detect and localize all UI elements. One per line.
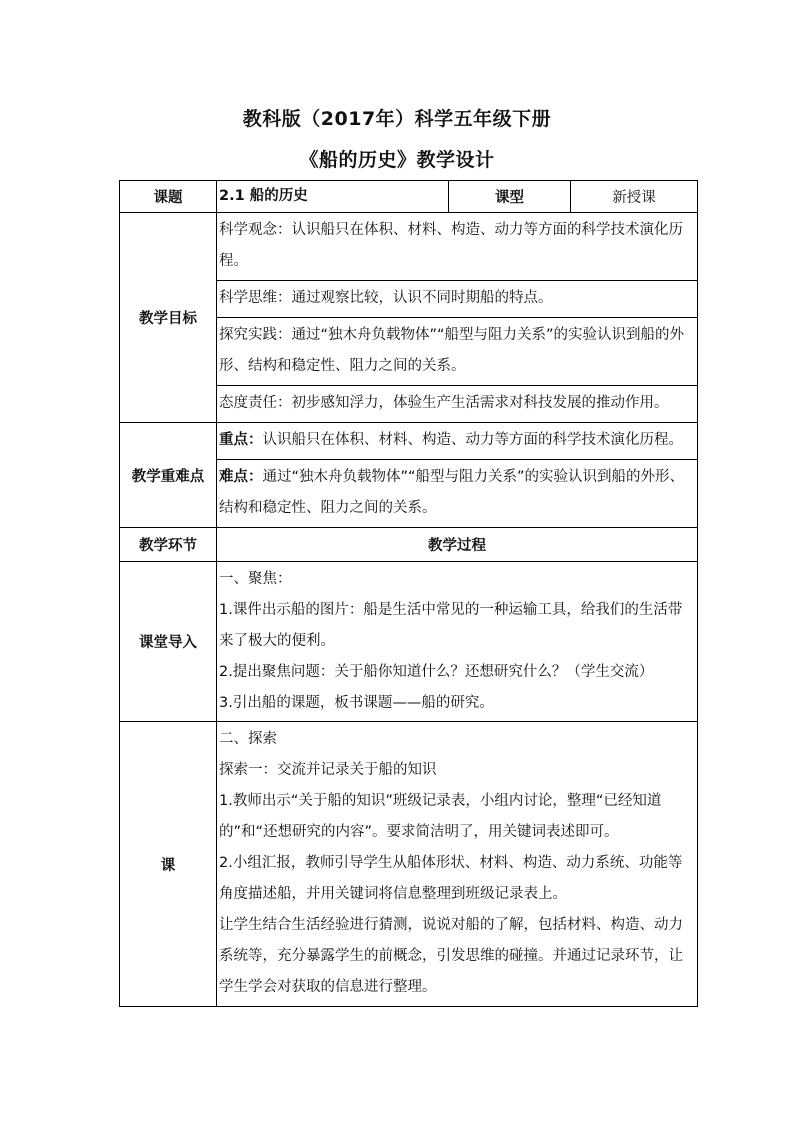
- lesson-line: 让学生结合生活经验进行猜测，说说对船的了解，包括材料、构造、动力系统等，充分暴露学生的前概念，引发思维的碰撞。并通过记录环节，让学生学会对获取的信息进行整理。: [219, 917, 683, 995]
- lesson-line: 二、探索: [219, 731, 277, 747]
- process-header: 教学过程: [217, 528, 698, 562]
- intro-content: [217, 562, 698, 722]
- difficulty-text: 通过“独木舟负载物体”“船型与阻力关系”的实验认识到船的外形、结构和稳定性、阻力之间的关系。: [219, 469, 685, 516]
- lesson-line: 探索一：交流并记录关于船的知识: [219, 762, 437, 778]
- goals-content: [217, 213, 698, 423]
- intro-row: [120, 562, 698, 722]
- goal-item: 科学思维：通过观察比较，认识不同时期船的特点。: [217, 280, 697, 317]
- lesson-label: 课: [120, 722, 217, 1007]
- key-points-row: [120, 423, 698, 528]
- focus-text: 认识船只在体积、材料、构造、动力等方面的科学技术演化历程。: [262, 432, 683, 448]
- topic-row: [120, 181, 698, 213]
- lesson-type-label: 课型: [449, 181, 571, 213]
- document-title: 教科版（2017年）科学五年级下册: [242, 108, 552, 130]
- topic-label: 课题: [120, 181, 217, 213]
- key-points-label: 教学重难点: [120, 423, 217, 528]
- focus-label: 重点：: [219, 432, 263, 448]
- goal-item: 科学观念：认识船只在体积、材料、构造、动力等方面的科学技术演化历程。: [219, 222, 683, 269]
- lesson-content: [217, 722, 698, 1007]
- goal-item: 探究实践：通过“独木舟负载物体”“船型与阻力关系”的实验认识到船的外形、结构和稳定性、阻力之间的关系。: [217, 317, 697, 385]
- intro-label: 课堂导入: [120, 562, 217, 722]
- goal-item: 态度责任：初步感知浮力，体验生产生活需求对科技发展的推动作用。: [217, 385, 697, 422]
- stage-header: 教学环节: [120, 528, 217, 562]
- process-header-row: [120, 528, 698, 562]
- goals-row: [120, 213, 698, 423]
- intro-line: 1.课件出示船的图片：船是生活中常见的一种运输工具，给我们的生活带来了极大的便利。: [219, 602, 683, 649]
- intro-line: 3.引出船的课题，板书课题——船的研究。: [219, 695, 494, 711]
- lesson-type-value: 新授课: [571, 181, 698, 213]
- focus-point: [217, 423, 697, 459]
- intro-line: 2.提出聚焦问题：关于船你知道什么？还想研究什么？（学生交流）: [219, 664, 654, 680]
- topic-value: 2.1 船的历史: [217, 181, 449, 213]
- goals-label: 教学目标: [120, 213, 217, 423]
- lesson-line: 1.教师出示“关于船的知识”班级记录表，小组内讨论，整理“已经知道的”和“还想研究的内容”。要求简洁明了，用关键词表述即可。: [219, 793, 662, 840]
- difficulty-point: [217, 459, 697, 527]
- lesson-plan-table: [119, 180, 698, 1007]
- difficulty-label: 难点：: [219, 469, 263, 485]
- key-points-content: [217, 423, 698, 528]
- document-subtitle: 《船的历史》教学设计: [299, 149, 495, 171]
- intro-line: 一、聚焦：: [219, 571, 292, 587]
- lesson-line: 2.小组汇报，教师引导学生从船体形状、材料、构造、动力系统、功能等角度描述船，并用关键词将信息整理到班级记录表上。: [219, 855, 683, 902]
- lesson-row: [120, 722, 698, 1007]
